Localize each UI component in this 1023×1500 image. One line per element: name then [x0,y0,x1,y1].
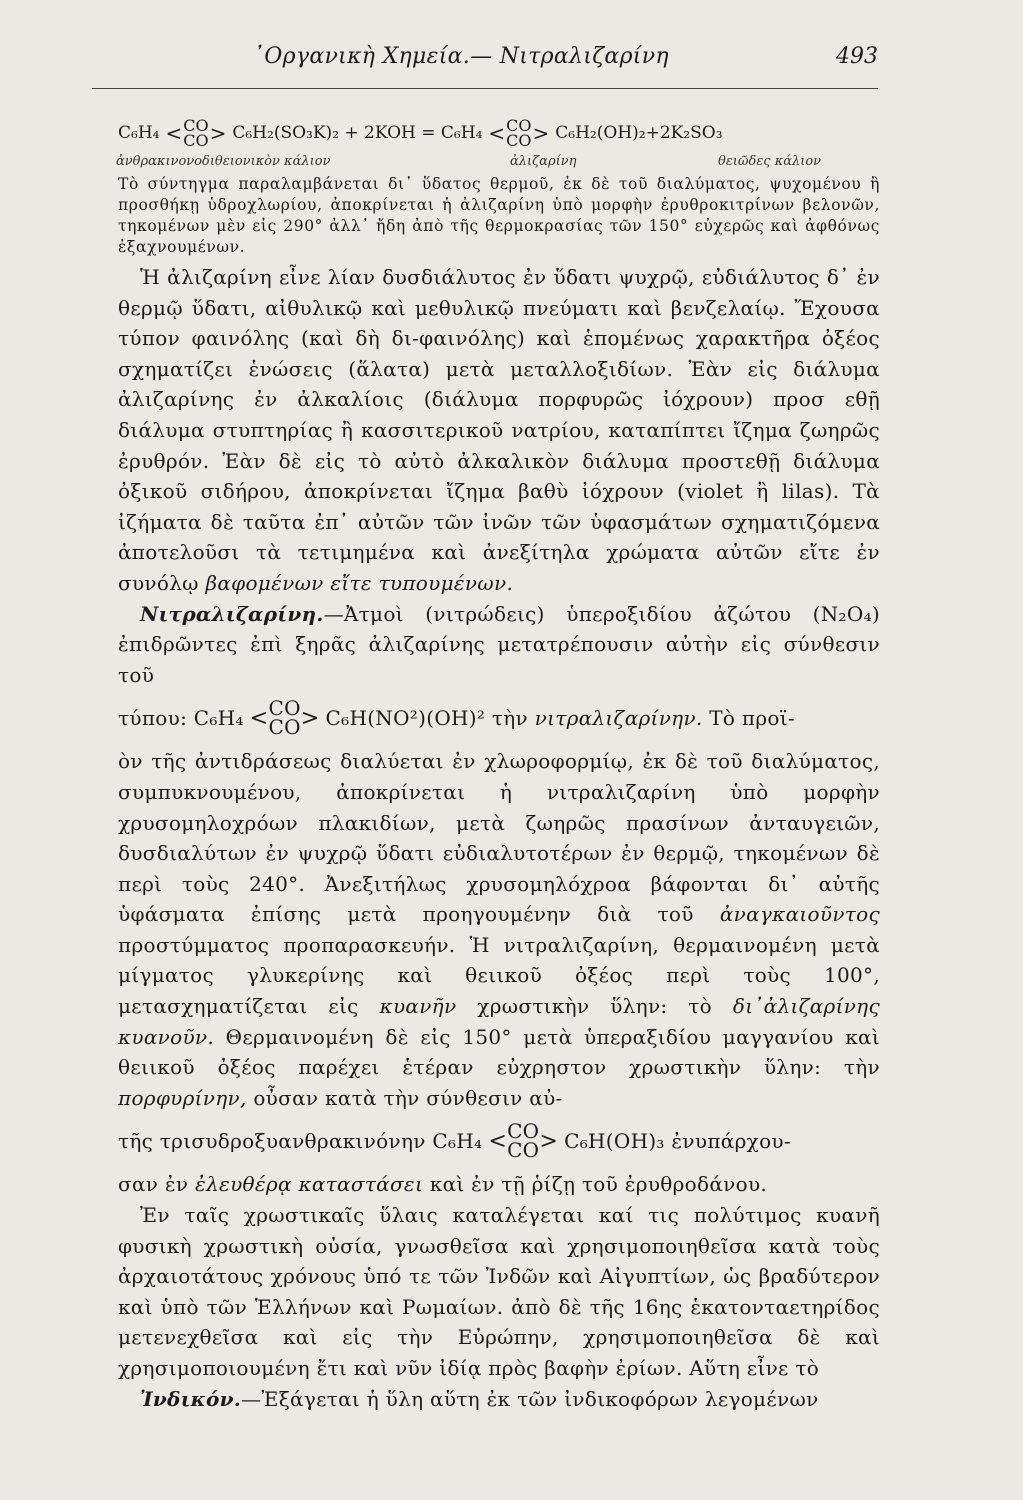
anthraquinone-group [165,118,226,148]
formula-purpurin: τῆς τρισυδροξυανθρακινόνην C₆H₄ < CO CO > C₆H(OH)₃ ἐνυπάρχου- [118,1119,791,1163]
co-top: CO [183,116,209,135]
small-paragraph: Τὸ σύντηγμα παραλαμβάνεται δι᾿ ὕδατος θερμοῦ, ἐκ δὲ τοῦ διαλύματος, ψυχομένου ἢ προσθήκῃ ὑδροχλωρίου, ἀποκρίνεται ἡ ἀλιζαρίνη ὑπὸ μορφὴν ἐρυθροκιτρίνων βελονῶν, τηκομένων μὲν εἰς 290° ἀλλ᾿ ἤδη ἀπὸ τῆς θερμοκρασίας τῶν 150° εὐχερῶς καὶ ἀφθόνως ἐξαχνουμένων. [118,175,880,256]
eq-middle: C₆H₂(SO₃K)₂ + 2KOH = C₆H₄ [232,123,483,143]
label-alizarin: ἀλιζαρίνη [510,154,577,169]
right-wedge: > [209,121,227,145]
paragraph-indigo-intro: Ἐν ταῖς χρωστικαῖς ὕλαις καταλέγεται καί τις πολύτιμος κυανῆ φυσικὴ χρωστικὴ οὐσία, γνωσθεῖσα καὶ χρησιμοποιηθεῖσα κατὰ τοὺς ἀρχαιοτάτους χρόνους ὑπό τε τῶν Ἰνδῶν καὶ Αἰγυπτίων, ὡς βραδύτερον καὶ ὑπὸ τῶν Ἑλλήνων καὶ Ρωμαίων. ἀπὸ δὲ τῆς 16ης ἑκατονταετηρίδος μετενεχθεῖσα καὶ εἰς τὴν Εὐρώπην, χρησιμοποιηθεῖσα δὲ καὶ χρησιμοποιουμένη ἔτι καὶ νῦν ἰδίᾳ πρὸς βαφὴν ἐρίων. Αὕτη εἶνε τὸ [118,1203,880,1380]
label-sulfite: θειῶδες κάλιον [718,154,822,169]
left-wedge: < [488,121,506,145]
co-top: CO [507,1119,540,1144]
running-title: ᾿Οργανικὴ Χημεία.— Νιτραλιζαρίνη [253,44,669,69]
anthraquinone-group [488,1119,559,1163]
header-rule [92,88,878,89]
paragraph-madder: σαν ἐν ἐλευθέρᾳ καταστάσει καὶ ἐν τῇ ῥίζῃ τοῦ ἐρυθροδάνου. [118,1172,768,1197]
section-head-nitroalizarin: Νιτραλιζαρίνη. [140,601,324,626]
right-wedge: > [532,121,550,145]
left-wedge: < [249,705,269,731]
left-wedge: < [165,121,183,145]
paragraph-tail: βαφομένων εἴτε τυπουμένων. [205,570,514,595]
co-bottom: CO [507,1138,540,1163]
eq-right: C₆H₂(OH)₂+2K₂SO₃ [555,123,723,143]
left-wedge: < [488,1128,508,1154]
paragraph-alizarin-properties: Ἡ ἀλιζαρίνη εἶνε λίαν δυσδιάλυτος ἐν ὕδατι ψυχρῷ, εὐδιάλυτος δ᾿ ἐν θερμῷ ὕδατι, αἰθυλικῷ καὶ μεθυλικῷ πνεύματι καὶ βενζελαίῳ. Ἔχουσα τύπον φαινόλης (καὶ δὴ δι-φαινόλης) καὶ ἑπομένως χαρακτῆρα ὀξέος σχηματίζει ἑνώσεις (ἅλατα) μετὰ μεταλλοξιδίων. Ἐὰν εἰς διάλυμα ἀλιζαρίνης ἐν ἀλκαλίοις (διάλυμα πορφυρῶς ἰόχρουν) προσ εθῇ διάλυμα στυπτηρίας ἢ κασσιτερικοῦ νατρίου, καταπίπτει ἴζημα ζωηρῶς ἐρυθρόν. Ἐὰν δὲ εἰς τὸ αὐτὸ ἀλκαλικὸν διάλυμα προστεθῇ διάλυμα ὀξικοῦ σιδήρου, ἀποκρίνεται ἴζημα βαθὺ ἰόχρουν (violet ἢ lilas). Τὰ ἰζήματα δὲ ταῦτα ἐπ᾿ αὐτῶν τῶν ἰνῶν τῶν ὑφασμάτων σχηματιζόμενα ἀποτελοῦσι τὰ τετιμημένα καὶ ἀνεξίτηλα χρώματα αὐτῶν εἴτε ἐν συνόλῳ βαφομένων εἴτε τυπουμένων. [118,265,880,595]
co-top: CO [506,116,532,135]
anthraquinone-group [488,118,549,148]
paragraph-nitroalizarin-cont: ὸν τῆς ἀντιδράσεως διαλύεται ἐν χλωροφορμίῳ, ἐκ δὲ τοῦ διαλύματος, συμπυκνουμένου, ἀποκρίνεται ἡ νιτραλιζαρίνη ὑπὸ μορφὴν χρυσομηλοχρόων πλακιδίων, μετὰ ζωηρῶς πρασίνων ἀνταυγειῶν, δυσδιαλύτων ἐν ψυχρῷ ὕδατι εὐδιαλυτοτέρων ἐν θερμῷ, τηκομένων δὲ περὶ τοὺς 240°. Ἀνεξιτήλως χρυσομηλόχροα βάφονται δι᾿ αὐτῆς ὑφάσματα ἐπίσης μετὰ προηγουμένην διὰ τοῦ ἀναγκαιοῦντος προστύμματος προπαρασκευήν. Ἡ νιτραλιζαρίνη, θερμαινομένη μετὰ μίγματος γλυκερίνης καὶ θειικοῦ ὀξέος περὶ τοὺς 100°, μετασχηματίζεται εἰς κυανῆν χρωστικὴν ὕλην: τὸ δι᾿ἀλιζαρίνης κυανοῦν. Θερμαινομένη δὲ εἰς 150° μετὰ ὑπεραξιδίου μαγγανίου καὶ θειικοῦ ὀξέος παρέχει ἑτέραν εὐχρηστον χρωστικὴν ὕλην: τὴν πορφυρίνην, οὖσαν κατὰ τὴν σύνθεσιν αὐ- [118,749,880,1110]
paragraph-nitroalizarin: Νιτραλιζαρίνη.—Ἀτμοὶ (νιτρώδεις) ὑπεροξιδίου ἀζώτου (N₂O₄) ἐπιδρῶντες ἐπὶ ξηρᾶς ἀλιζαρίνης μετατρέπουσιν αὐτὴν εἰς σύνθεσιν τοῦ [118,601,880,687]
co-bottom: CO [506,131,532,150]
eq-left: C₆H₄ [118,123,160,143]
co-bottom: CO [268,715,301,740]
right-wedge: > [539,1128,559,1154]
paragraph-indikon: Ἰνδικόν.—Ἐξάγεται ἡ ὕλη αὕτη ἐκ τῶν ἰνδικοφόρων λεγομένων [140,1386,819,1411]
equation-labels [118,154,880,172]
formula-nitroalizarin: τύπου: C₆H₄ < CO CO > C₆H(NO²)(OH)² τὴν νιτραλιζαρίνην. Τὸ προϊ- [118,696,795,740]
right-wedge: > [300,705,320,731]
section-head-indikon: Ἰνδικόν. [140,1386,242,1411]
page-number: 493 [836,44,878,69]
equation-alizarin-synthesis [118,112,880,154]
page-header [88,44,878,84]
anthraquinone-group [249,696,320,740]
co-top: CO [268,696,301,721]
co-bottom: CO [183,131,209,150]
label-reactant: ἀνθρακινονοδιθειονικὸν κάλιον [116,154,331,169]
page-body [118,112,880,1414]
